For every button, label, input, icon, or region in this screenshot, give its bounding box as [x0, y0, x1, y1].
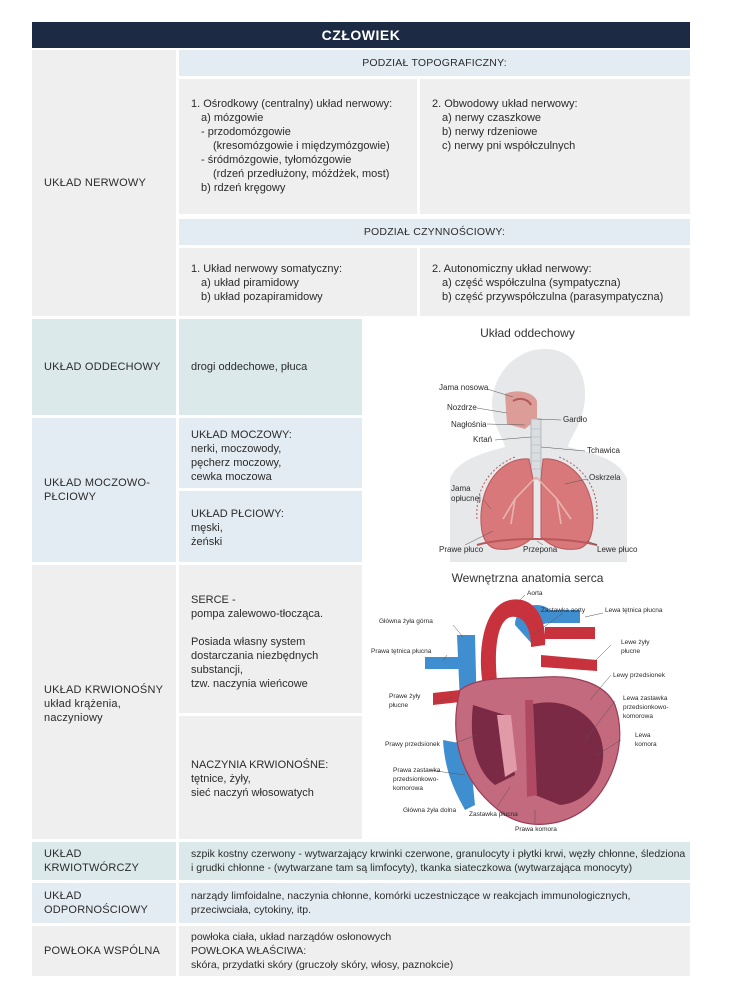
hematopoietic-system-label: UKŁAD KRWIOTWÓRCZY [32, 842, 176, 880]
text-line: b) nerwy rdzeniowe [442, 126, 538, 138]
label-lewa-zastawka-3: komorowa [623, 713, 653, 720]
heart-diagram [365, 565, 690, 839]
label-prawe-pluco: Prawe płuco [439, 545, 484, 554]
label-line: ODPORNOŚCIOWY [44, 904, 149, 916]
respiratory-illustration-title: Układ oddechowy [480, 326, 575, 340]
text-line: a) część współczulna (sympatyczna) [442, 277, 621, 289]
label-lewa-tetnica-plucna: Lewa tętnica płucna [605, 607, 663, 614]
text-line: tętnice, żyły, [191, 773, 251, 785]
respiratory-illustration [365, 319, 690, 562]
text-line: NACZYNIA KRWIONOŚNE: [191, 759, 329, 771]
text-line: Posiada własny system [191, 636, 306, 648]
text-line: b) część przywspółczulna (parasympatyczna) [442, 291, 664, 303]
respiratory-system-label: UKŁAD ODDECHOWY [32, 319, 176, 415]
text-line: (kresomózgowie i międzymózgowie) [213, 140, 390, 152]
label-zastawka-aorty: Zastawka aorty [541, 607, 586, 614]
immune-description [179, 883, 690, 923]
label-tchawica: Tchawica [587, 446, 620, 455]
label-lewe-zyly-plucne: płucne [621, 648, 641, 655]
topographic-header: PODZIAŁ TOPOGRAFICZNY: [179, 50, 690, 76]
label-jama: Jama [451, 484, 471, 493]
label-lewy-przedsionek: Lewy przedsionek [613, 672, 666, 679]
label-przepona: Przepona [523, 545, 558, 554]
somatic-nervous-system [179, 248, 417, 316]
text-line: pompa zalewowo-tłocząca. [191, 608, 324, 620]
text-line: szpik kostny czerwony - wytwarzający krwinki czerwone, granulocyty i płytki krwi, węzły chłonne, śledziona [191, 848, 686, 860]
text-line: 1. Układ nerwowy somatyczny: [191, 263, 342, 275]
text-line: cewka moczowa [191, 471, 272, 483]
text-line: powłoka ciała, układ narządów osłonowych [191, 931, 392, 943]
label-glowna-zyla-dolna: Główna żyła dolna [403, 807, 457, 814]
label-lewe-zyly: Lewe żyły [621, 639, 650, 646]
heart-description [179, 565, 362, 713]
urinary-system [179, 418, 362, 488]
text-line: c) nerwy pni współczulnych [442, 140, 576, 152]
genital-system [179, 491, 362, 562]
text-line: pęcherz moczowy, [191, 457, 282, 469]
heart-illustration [365, 565, 690, 839]
label-lewa-zastawka: Lewa zastawka [623, 695, 668, 702]
autonomic-nervous-system [420, 248, 690, 316]
label-glowna-zyla-gorna: Główna żyła górna [379, 618, 433, 625]
label-gardlo: Gardło [563, 415, 588, 424]
text-line [191, 621, 354, 635]
central-nervous-system [179, 79, 417, 214]
label-prawa-zastawka-3: komorowa [393, 785, 423, 792]
text-line: narządy limfoidalne, naczynia chłonne, komórki uczestniczące w reakcjach immunologicznych, [191, 890, 631, 902]
label-zastawka-plucna: Zastawka płucna [469, 811, 518, 818]
text-line: (rdzeń przedłużony, móżdżek, most) [213, 168, 390, 180]
label-jama-nosowa: Jama nosowa [439, 383, 489, 392]
label-lewa-komora-2: komora [635, 741, 657, 748]
immune-system-label [32, 883, 176, 923]
text-line: POWŁOKA WŁAŚCIWA: [191, 945, 307, 957]
integument-description [179, 926, 690, 976]
label-krtan: Krtań [473, 435, 493, 444]
label-lewe-pluco: Lewe płuco [597, 545, 638, 554]
label-line: naczyniowy [44, 712, 103, 724]
functional-header: PODZIAŁ CZYNNOŚCIOWY: [179, 219, 690, 245]
text-line: b) układ pozapiramidowy [201, 291, 323, 303]
label-line: układ krążenia, [44, 698, 121, 710]
label-prawe-zyly-plucne: płucne [389, 702, 409, 709]
label-line: UKŁAD MOCZOWO- [44, 477, 151, 489]
text-line: a) mózgowie [201, 112, 264, 124]
text-line: 1. Ośrodkowy (centralny) układ nerwowy: [191, 98, 393, 110]
heart-illustration-title: Wewnętrzna anatomia serca [451, 571, 604, 585]
label-oplucnej: opłucnej [451, 494, 481, 503]
text-line: b) rdzeń kręgowy [201, 182, 286, 194]
label-prawa-komora: Prawa komora [515, 826, 557, 833]
label-lewa-zastawka-2: przedsionkowo- [623, 704, 669, 711]
nervous-system-label: UKŁAD NERWOWY [32, 50, 176, 316]
label-nozdrze: Nozdrze [447, 403, 477, 412]
text-line: a) nerwy czaszkowe [442, 112, 542, 124]
text-line: UKŁAD MOCZOWY: [191, 429, 292, 441]
text-line: a) układ piramidowy [201, 277, 299, 289]
circulatory-system-label [32, 565, 176, 839]
label-prawa-zastawka-2: przedsionkowo- [393, 776, 439, 783]
vessels-description [179, 716, 362, 839]
text-line: 2. Autonomiczny układ nerwowy: [432, 263, 592, 275]
label-lewa-komora: Lewa [635, 732, 651, 739]
label-prawe-zyly: Prawe żyły [389, 693, 421, 700]
text-line: męski, [191, 522, 223, 534]
label-aorta: Aorta [527, 590, 543, 597]
label-line: UKŁAD KRWIONOŚNY [44, 684, 164, 696]
label-naglosnia: Nagłośnia [451, 420, 487, 429]
text-line: 2. Obwodowy układ nerwowy: [432, 98, 578, 110]
text-line: przeciwciała, cytokiny, itp. [191, 904, 312, 916]
hematopoietic-description [179, 842, 690, 880]
respiratory-diagram [365, 319, 690, 562]
integument-label: POWŁOKA WSPÓLNA [32, 926, 176, 976]
text-line: skóra, przydatki skóry (gruczoły skóry, włosy, paznokcie) [191, 959, 454, 971]
text-line: nerki, moczowody, [191, 443, 282, 455]
urogenital-system-label [32, 418, 176, 562]
text-line: - przodomózgowie [201, 126, 291, 138]
label-prawy-przedsionek: Prawy przedsionek [385, 741, 440, 748]
text-line: sieć naczyń włosowatych [191, 787, 314, 799]
label-line: PŁCIOWY [44, 491, 97, 503]
page-title: CZŁOWIEK [32, 22, 690, 48]
text-line: substancji, [191, 664, 243, 676]
text-line: i grudki chłonne - (wytwarzane tam są limfocyty), tkanka siateczkowa (wytwarzająca monocyty) [191, 862, 633, 874]
label-prawa-tetnica-plucna: Prawa tętnica płucna [371, 648, 432, 655]
text-line: - śródmózgowie, tyłomózgowie [201, 154, 352, 166]
label-line: UKŁAD [44, 890, 82, 902]
text-line: SERCE - [191, 594, 236, 606]
text-line: tzw. naczynia wieńcowe [191, 678, 308, 690]
peripheral-nervous-system [420, 79, 690, 214]
label-oskrzela: Oskrzela [589, 473, 621, 482]
respiratory-description: drogi oddechowe, płuca [179, 319, 362, 415]
label-prawa-zastawka: Prawa zastawka [393, 767, 441, 774]
text-line: żeński [191, 536, 223, 548]
text-line: UKŁAD PŁCIOWY: [191, 508, 284, 520]
text-line: dostarczania niezbędnych [191, 650, 319, 662]
